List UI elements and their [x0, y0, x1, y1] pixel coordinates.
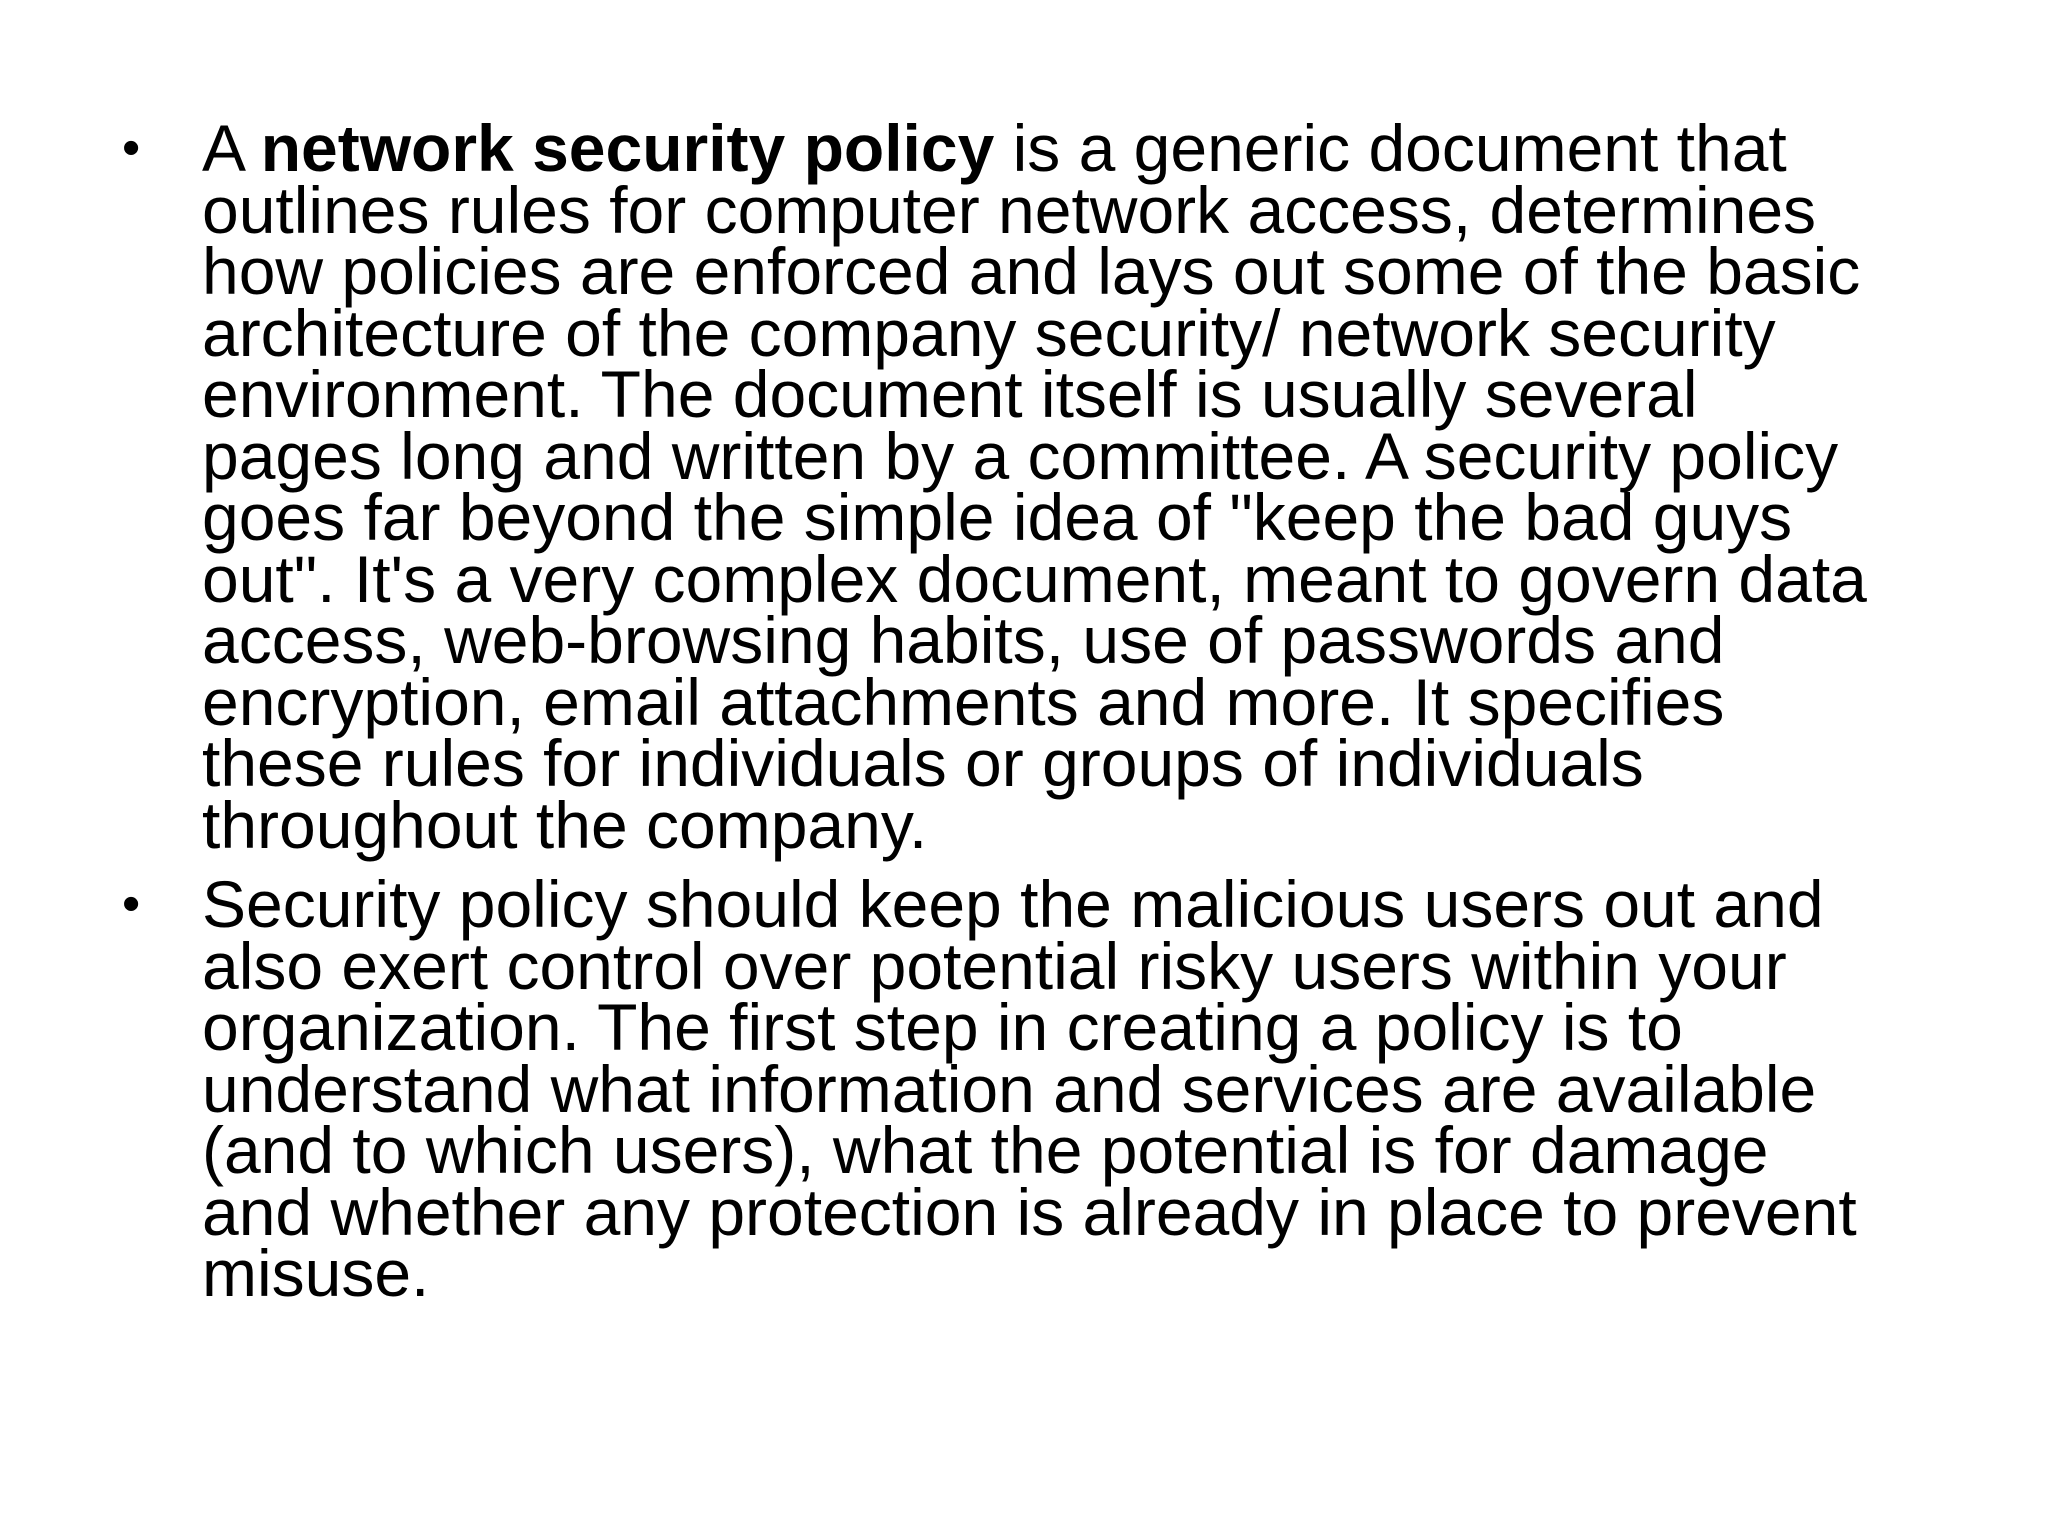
text-line [202, 111, 2002, 185]
bullet-marker: • [122, 119, 141, 177]
text-line: goes far beyond the simple idea of "keep the bad guys [202, 480, 1793, 554]
text-run: A [202, 111, 261, 185]
bullet-list [122, 111, 2002, 1323]
text-line: pages long and written by a committee. A security policy [202, 418, 1839, 493]
text-line: also exert control over potential risky users within your [202, 928, 1787, 1003]
text-line: how policies are enforced and lays out some of the basic [202, 234, 1861, 308]
text-line: out". It's a very complex document, meant to govern data [202, 541, 1867, 616]
text-run: is a generic document that [994, 111, 1787, 185]
text-line: understand what information and services are available [202, 1051, 1817, 1126]
text-line: throughout the company. [202, 787, 928, 862]
text-line: architecture of the company security/ network security [202, 295, 1776, 370]
text-line: environment. The document itself is usually several [202, 357, 1698, 431]
text-line: misuse. [202, 1236, 430, 1310]
text-line: access, web-browsing habits, use of passwords and [202, 603, 1725, 677]
bullet-marker: • [122, 875, 141, 933]
bullet-item-security-policy-users [122, 867, 2002, 1310]
bullet-item-network-security-policy [122, 111, 2002, 862]
bold-term: network security policy [260, 111, 995, 185]
text-line: encryption, email attachments and more. It specifies [202, 664, 1725, 739]
text-line: (and to which users), what the potential is for damage [202, 1113, 1769, 1187]
text-line: organization. The first step in creating a policy is to [202, 990, 1683, 1064]
text-line: these rules for individuals or groups of individuals [202, 726, 1644, 800]
text-line: outlines rules for computer network access, determines [202, 172, 1817, 247]
text-line: Security policy should keep the malicious users out and [202, 867, 1824, 941]
text-line: and whether any protection is already in place to prevent [202, 1174, 1857, 1249]
